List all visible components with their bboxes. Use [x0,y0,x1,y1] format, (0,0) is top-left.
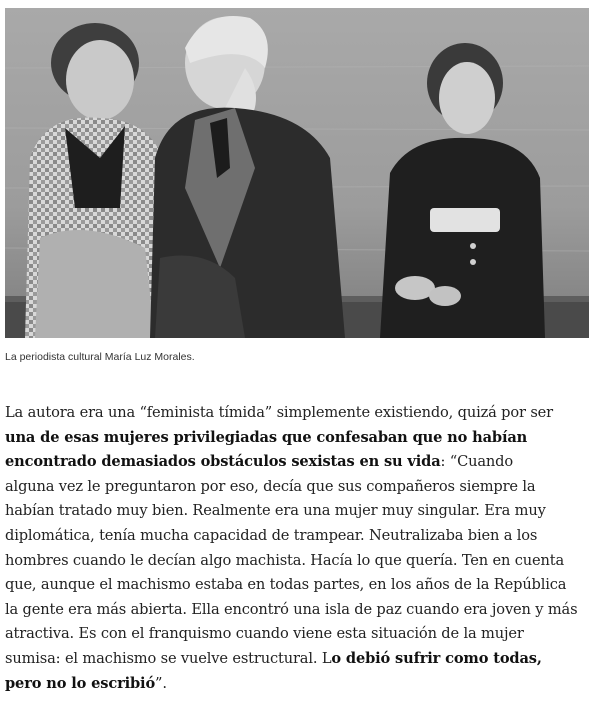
paragraph-line [5,401,590,426]
bold-text-segment: una de esas mujeres privilegiadas que confesaban que no habían [5,428,528,446]
paragraph-line [5,573,590,598]
text-segment: la gente era más abierta. Ella encontró una isla de paz cuando era joven y más [5,600,578,618]
text-segment: diplomática, tenía mucha capacidad de trampear. Neutralizaba bien a los [5,526,538,544]
text-segment: alguna vez le preguntaron por eso, decía que sus compañeros siempre la [5,477,536,495]
article-photo [5,8,589,338]
text-segment: atractiva. Es con el franquismo cuando viene esta situación de la mujer [5,625,524,643]
text-segment: habían tratado muy bien. Realmente era una mujer muy singular. Era muy [5,502,546,520]
paragraph-line [5,549,590,574]
paragraph-line [5,598,590,623]
photo-caption: La periodista cultural María Luz Morales. [5,351,195,363]
paragraph-line [5,475,590,500]
paragraph-line [5,647,590,672]
bold-text-segment: encontrado demasiados obstáculos sexistas en su vida [5,453,441,471]
paragraph-line [5,426,590,451]
text-segment: La autora era una “feminista tímida” simplemente existiendo, quizá por ser [5,404,553,421]
text-segment: sumisa: el machismo se vuelve estructural. L [5,649,332,667]
text-segment: : “Cuando [440,453,513,471]
paragraph-line [5,672,590,697]
text-segment: ”. [155,674,167,692]
paragraph-line [5,524,590,549]
text-segment: hombres cuando le decían algo machista. Hacía lo que quería. Ten en cuenta [5,551,565,569]
text-segment: que, aunque el machismo estaba en todas partes, en los años de la República [5,576,567,594]
photo-illustration [5,8,589,338]
paragraph-line [5,622,590,647]
bold-text-segment: pero no lo escribió [5,674,156,692]
paragraph-line [5,450,590,475]
article-body [5,401,590,696]
paragraph-line [5,499,590,524]
bold-text-segment: o debió sufrir como todas, [331,649,542,667]
